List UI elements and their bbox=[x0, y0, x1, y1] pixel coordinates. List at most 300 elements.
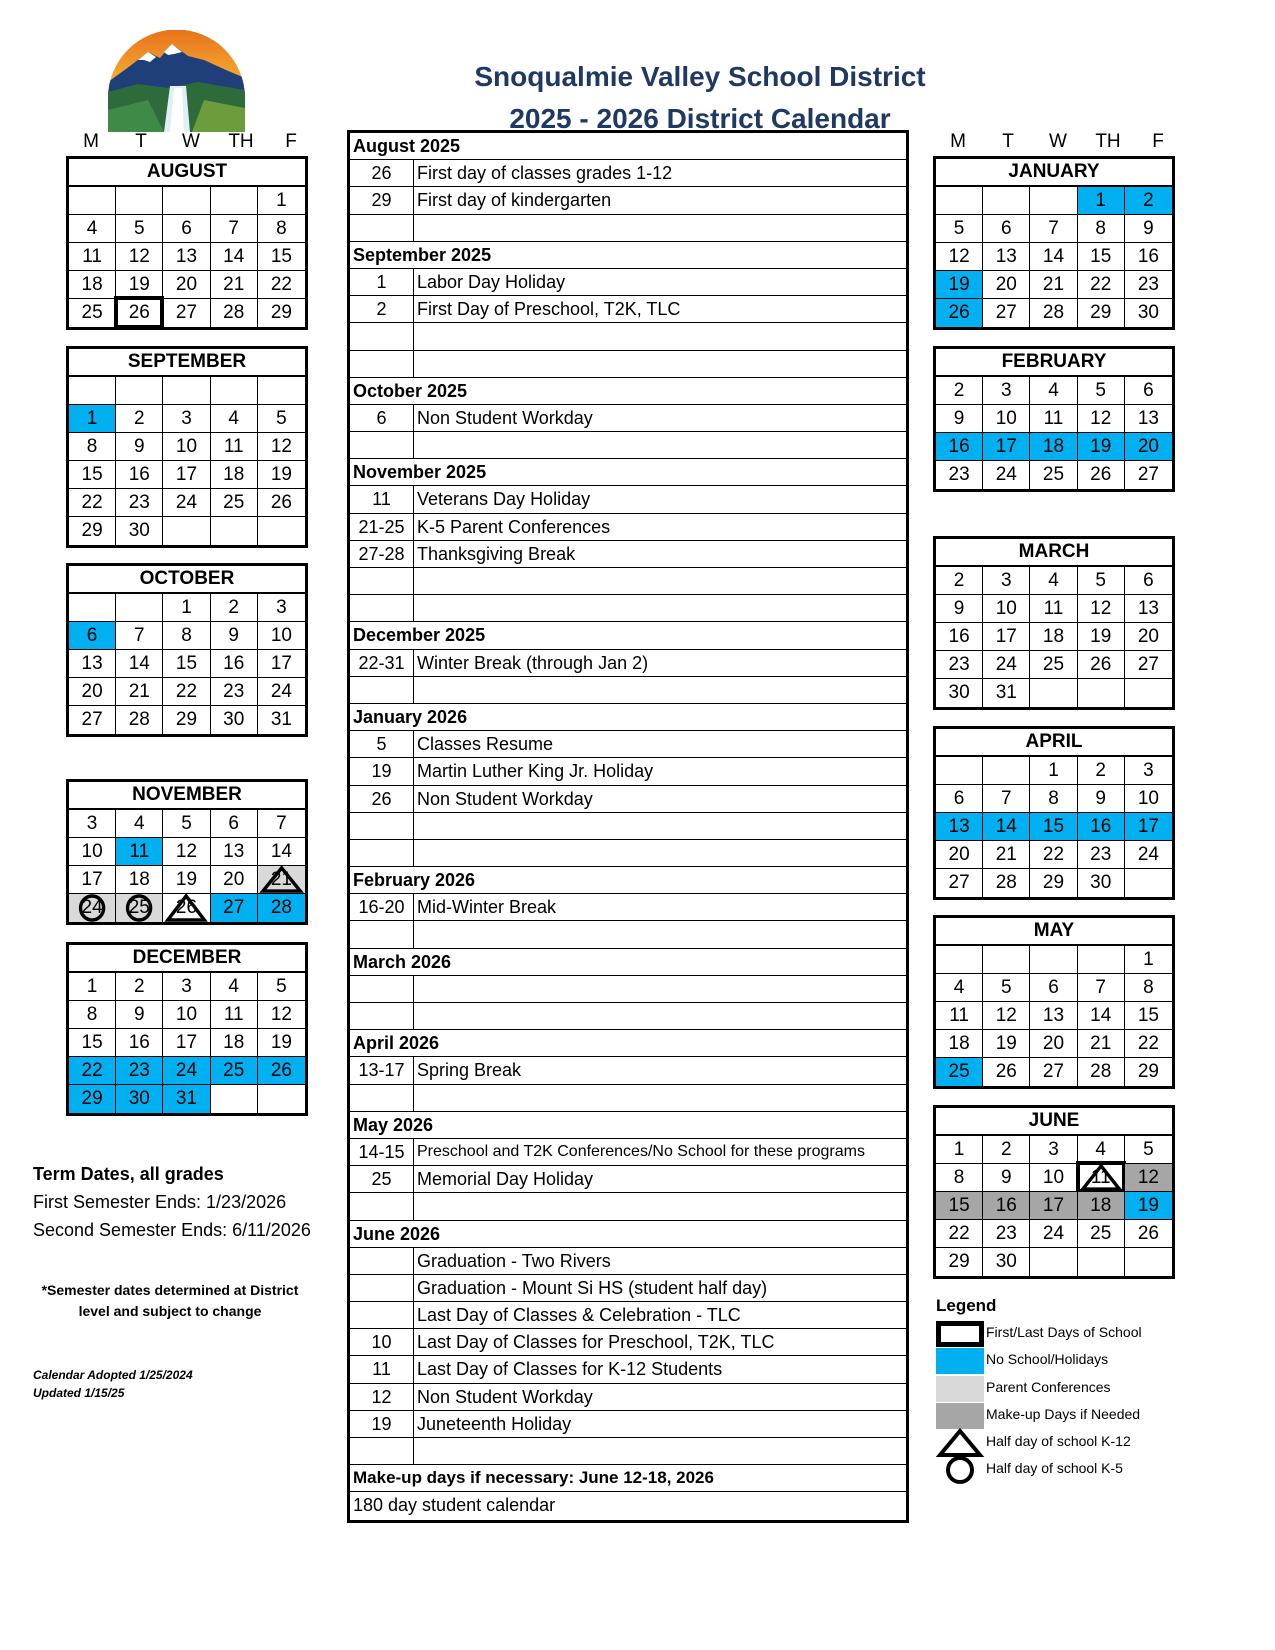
day-cell: 19 bbox=[936, 271, 983, 299]
day-cell: 24 bbox=[1125, 841, 1172, 869]
legend-item-first-last bbox=[936, 1320, 1236, 1347]
event-description bbox=[414, 840, 417, 866]
day-cell: 22 bbox=[1030, 841, 1077, 869]
event-row bbox=[350, 976, 906, 1003]
event-date: 11 bbox=[350, 1356, 414, 1382]
day-cell: 5 bbox=[983, 974, 1030, 1002]
event-description: Classes Resume bbox=[417, 734, 554, 755]
day-cell bbox=[1030, 679, 1077, 707]
day-cell: 14 bbox=[258, 838, 305, 866]
event-row bbox=[350, 1193, 906, 1220]
day-cell bbox=[983, 757, 1030, 785]
day-cell: 25 bbox=[1078, 1220, 1125, 1248]
day-cell: 17 bbox=[258, 650, 305, 678]
event-description: Veterans Day Holiday bbox=[417, 489, 591, 510]
month-name: MARCH bbox=[936, 539, 1172, 567]
event-date: 25 bbox=[350, 1166, 414, 1192]
weekday-label: W bbox=[1049, 131, 1067, 152]
day-cell: 23 bbox=[983, 1220, 1030, 1248]
day-cell: 9 bbox=[116, 433, 163, 461]
legend-item-no-school bbox=[936, 1347, 1236, 1374]
event-date: 27-28 bbox=[350, 541, 414, 567]
day-cell bbox=[936, 187, 983, 215]
month-november bbox=[66, 779, 308, 925]
day-cell: 5 bbox=[1125, 1136, 1172, 1164]
day-cell: 11 bbox=[1030, 405, 1077, 433]
day-cell: 6 bbox=[1125, 567, 1172, 595]
day-cell: 14 bbox=[1030, 243, 1077, 271]
event-description bbox=[414, 976, 417, 1002]
day-cell: 23 bbox=[1125, 271, 1172, 299]
day-cell: 16 bbox=[116, 1029, 163, 1057]
day-cell: 17 bbox=[983, 623, 1030, 651]
day-cell bbox=[1030, 946, 1077, 974]
month-february bbox=[933, 346, 1175, 492]
legend-title: Legend bbox=[936, 1296, 997, 1315]
day-cell: 17 bbox=[163, 461, 210, 489]
day-cell: 21 bbox=[1030, 271, 1077, 299]
day-cell: 23 bbox=[1078, 841, 1125, 869]
day-cell: 7 bbox=[116, 622, 163, 650]
day-cell: 8 bbox=[258, 215, 305, 243]
day-cell: 1 bbox=[1125, 946, 1172, 974]
day-cell: 28 bbox=[211, 299, 258, 327]
event-row bbox=[350, 677, 906, 704]
event-date bbox=[350, 813, 414, 839]
day-cell: 3 bbox=[983, 567, 1030, 595]
event-row bbox=[350, 269, 906, 296]
month-grid bbox=[69, 810, 305, 922]
day-cell: 3 bbox=[258, 594, 305, 622]
weekday-label: T bbox=[1002, 131, 1014, 152]
event-date bbox=[350, 921, 414, 947]
event-description: Non Student Workday bbox=[417, 1386, 593, 1407]
day-cell: 27 bbox=[983, 299, 1030, 327]
day-cell: 22 bbox=[258, 271, 305, 299]
day-cell bbox=[211, 187, 258, 215]
day-cell: 11 bbox=[116, 838, 163, 866]
day-cell: 28 bbox=[983, 869, 1030, 897]
month-grid bbox=[936, 1136, 1172, 1276]
month-august bbox=[66, 156, 308, 330]
day-cell bbox=[1125, 869, 1172, 897]
makeup-swatch bbox=[936, 1403, 984, 1429]
day-cell: 7 bbox=[983, 785, 1030, 813]
event-row bbox=[350, 595, 906, 622]
legend-item-conferences bbox=[936, 1375, 1236, 1402]
event-month-heading: Make-up days if necessary: June 12-18, 2026 bbox=[350, 1465, 906, 1492]
day-cell: 3 bbox=[1125, 757, 1172, 785]
day-cell: 24 bbox=[983, 461, 1030, 489]
day-cell: 12 bbox=[1078, 405, 1125, 433]
event-row bbox=[350, 894, 906, 921]
event-date: 16-20 bbox=[350, 894, 414, 920]
event-row bbox=[350, 323, 906, 350]
day-cell: 29 bbox=[69, 1085, 116, 1113]
legend-label: Half day of school K-5 bbox=[986, 1460, 1123, 1477]
day-cell: 2 bbox=[116, 973, 163, 1001]
event-date bbox=[350, 976, 414, 1002]
day-cell: 14 bbox=[116, 650, 163, 678]
event-date bbox=[350, 1085, 414, 1111]
month-grid bbox=[69, 594, 305, 734]
event-month-heading: August 2025 bbox=[350, 133, 906, 160]
day-cell bbox=[211, 377, 258, 405]
day-cell: 2 bbox=[1125, 187, 1172, 215]
day-cell: 12 bbox=[936, 243, 983, 271]
day-cell: 8 bbox=[69, 1001, 116, 1029]
day-cell: 1 bbox=[936, 1136, 983, 1164]
day-cell: 30 bbox=[211, 706, 258, 734]
title-calendar-year: 2025 - 2026 District Calendar bbox=[509, 103, 891, 134]
day-cell bbox=[1078, 1248, 1125, 1276]
day-cell: 6 bbox=[936, 785, 983, 813]
day-cell: 16 bbox=[1125, 243, 1172, 271]
day-cell: 28 bbox=[258, 894, 305, 922]
legend-item-half-k12 bbox=[936, 1429, 1236, 1456]
day-cell: 18 bbox=[211, 461, 258, 489]
day-cell: 18 bbox=[69, 271, 116, 299]
day-cell bbox=[936, 757, 983, 785]
day-cell: 10 bbox=[163, 1001, 210, 1029]
day-cell: 29 bbox=[1137, 1061, 1159, 1082]
day-cell: 26 bbox=[936, 299, 983, 327]
event-description bbox=[414, 813, 417, 839]
legend bbox=[936, 1296, 1236, 1484]
weekday-label: TH bbox=[228, 131, 254, 152]
event-row bbox=[350, 731, 906, 758]
day-cell: 22 bbox=[163, 678, 210, 706]
event-date bbox=[350, 432, 414, 458]
event-date: 22-31 bbox=[350, 650, 414, 676]
weekday-label: T bbox=[135, 131, 147, 152]
event-description bbox=[414, 595, 417, 621]
day-cell: 29 bbox=[270, 302, 292, 323]
day-cell: 29 bbox=[1078, 299, 1125, 327]
event-row bbox=[350, 1003, 906, 1030]
event-row bbox=[350, 1411, 906, 1438]
event-description bbox=[414, 1085, 417, 1111]
day-cell: 24 bbox=[163, 489, 210, 517]
month-june bbox=[933, 1105, 1175, 1279]
day-cell: 11 bbox=[1078, 1164, 1125, 1192]
day-cell: 30 bbox=[1137, 302, 1159, 323]
day-cell: 23 bbox=[936, 651, 983, 679]
day-cell: 26 bbox=[258, 1057, 305, 1085]
day-cell: 9 bbox=[1078, 785, 1125, 813]
event-row bbox=[350, 541, 906, 568]
first-semester-end: First Semester Ends: 1/23/2026 bbox=[33, 1192, 287, 1212]
day-cell: 12 bbox=[258, 433, 305, 461]
day-cell bbox=[163, 187, 210, 215]
day-cell: 2 bbox=[936, 377, 983, 405]
day-cell: 20 bbox=[936, 841, 983, 869]
day-cell bbox=[211, 1085, 258, 1113]
month-grid bbox=[69, 973, 305, 1113]
day-cell: 31 bbox=[163, 1085, 210, 1113]
day-cell: 25 bbox=[211, 489, 258, 517]
event-date: 29 bbox=[350, 187, 414, 213]
day-cell: 20 bbox=[211, 866, 258, 894]
day-cell bbox=[69, 594, 116, 622]
event-month-heading: February 2026 bbox=[350, 867, 906, 894]
day-cell: 1 bbox=[69, 405, 116, 433]
circle-icon bbox=[936, 1456, 984, 1484]
day-cell bbox=[116, 594, 163, 622]
day-cell: 16 bbox=[983, 1192, 1030, 1220]
event-date: 21-25 bbox=[350, 514, 414, 540]
day-cell: 26 bbox=[163, 894, 210, 922]
day-cell: 24 bbox=[258, 678, 305, 706]
event-description bbox=[414, 323, 417, 349]
day-cell: 22 bbox=[936, 1220, 983, 1248]
day-cell: 31 bbox=[983, 679, 1030, 707]
day-cell: 3 bbox=[163, 405, 210, 433]
day-cell: 25 bbox=[116, 894, 163, 922]
day-cell bbox=[1078, 679, 1125, 707]
month-april bbox=[933, 726, 1175, 900]
event-row bbox=[350, 514, 906, 541]
day-cell: 6 bbox=[163, 215, 210, 243]
day-cell: 10 bbox=[983, 595, 1030, 623]
legend-label: No School/Holidays bbox=[986, 1351, 1109, 1368]
second-semester-end: Second Semester Ends: 6/11/2026 bbox=[33, 1220, 311, 1240]
day-cell: 25 bbox=[1030, 651, 1077, 679]
day-cell: 26 bbox=[1078, 651, 1125, 679]
day-cell: 1 bbox=[1078, 187, 1125, 215]
event-date bbox=[350, 595, 414, 621]
event-row bbox=[350, 1329, 906, 1356]
event-row bbox=[350, 351, 906, 378]
month-name: JANUARY bbox=[936, 159, 1172, 187]
month-name: FEBRUARY bbox=[936, 349, 1172, 377]
weekday-label: W bbox=[182, 131, 200, 152]
day-cell: 18 bbox=[936, 1030, 983, 1058]
day-cell bbox=[211, 517, 258, 545]
event-row bbox=[350, 296, 906, 323]
day-cell: 1 bbox=[258, 187, 305, 215]
day-cell: 8 bbox=[1078, 215, 1125, 243]
day-cell: 14 bbox=[983, 813, 1030, 841]
half-day-k5-circle-icon bbox=[116, 894, 162, 922]
day-cell: 23 bbox=[211, 678, 258, 706]
weekday-label: F bbox=[285, 131, 297, 152]
month-grid bbox=[936, 757, 1172, 897]
day-cell: 24 bbox=[69, 894, 116, 922]
day-cell: 25 bbox=[211, 1057, 258, 1085]
day-cell: 24 bbox=[1030, 1220, 1077, 1248]
day-cell: 27 bbox=[1030, 1058, 1077, 1086]
event-row bbox=[350, 1356, 906, 1383]
event-description bbox=[414, 677, 417, 703]
month-name: NOVEMBER bbox=[69, 782, 305, 810]
month-grid bbox=[936, 377, 1172, 489]
event-month-heading: March 2026 bbox=[350, 949, 906, 976]
event-description bbox=[414, 1193, 417, 1219]
day-cell: 20 bbox=[163, 271, 210, 299]
day-cell: 18 bbox=[211, 1029, 258, 1057]
day-cell: 9 bbox=[211, 622, 258, 650]
day-cell bbox=[1125, 1248, 1172, 1276]
day-cell: 4 bbox=[1030, 377, 1077, 405]
day-cell: 15 bbox=[69, 461, 116, 489]
event-month-heading: December 2025 bbox=[350, 622, 906, 649]
day-cell: 9 bbox=[936, 405, 983, 433]
month-grid bbox=[936, 567, 1172, 707]
event-date bbox=[350, 840, 414, 866]
day-cell: 21 bbox=[258, 866, 305, 894]
day-cell: 12 bbox=[163, 838, 210, 866]
day-cell: 29 bbox=[69, 517, 116, 545]
day-cell: 19 bbox=[258, 1029, 305, 1057]
event-date: 1 bbox=[350, 269, 414, 295]
day-cell: 6 bbox=[69, 622, 116, 650]
day-cell: 1 bbox=[163, 594, 210, 622]
first-last-swatch bbox=[936, 1321, 984, 1347]
legend-label: Make-up Days if Needed bbox=[986, 1405, 1141, 1422]
day-cell: 4 bbox=[69, 215, 116, 243]
month-grid bbox=[936, 946, 1172, 1086]
day-cell: 10 bbox=[258, 622, 305, 650]
weekday-label: M bbox=[950, 131, 966, 152]
day-cell bbox=[116, 377, 163, 405]
day-cell bbox=[1030, 187, 1077, 215]
day-cell: 22 bbox=[69, 489, 116, 517]
legend-item-half-k5 bbox=[936, 1456, 1236, 1483]
day-cell: 13 bbox=[1030, 1002, 1077, 1030]
day-cell: 13 bbox=[163, 243, 210, 271]
day-cell: 22 bbox=[1078, 271, 1125, 299]
legend-label: First/Last Days of School bbox=[986, 1324, 1142, 1340]
day-cell: 27 bbox=[936, 869, 983, 897]
day-cell: 19 bbox=[116, 271, 163, 299]
event-description: Spring Break bbox=[417, 1060, 522, 1081]
term-dates bbox=[33, 1160, 311, 1244]
adopted-date: Calendar Adopted 1/25/2024 bbox=[33, 1368, 193, 1382]
half-day-k12-triangle-icon bbox=[163, 894, 209, 922]
half-day-k5-circle-icon bbox=[69, 894, 115, 922]
day-cell: 10 bbox=[983, 405, 1030, 433]
day-cell: 21 bbox=[211, 271, 258, 299]
day-cell: 30 bbox=[116, 1085, 163, 1113]
event-description: Preschool and T2K Conferences/No School for these programs bbox=[417, 1142, 865, 1160]
day-cell: 4 bbox=[116, 810, 163, 838]
day-cell: 21 bbox=[1078, 1030, 1125, 1058]
day-cell: 18 bbox=[1078, 1192, 1125, 1220]
day-cell: 26 bbox=[1078, 461, 1125, 489]
event-month-heading: May 2026 bbox=[350, 1112, 906, 1139]
event-row bbox=[350, 405, 906, 432]
event-date bbox=[350, 323, 414, 349]
month-name: JUNE bbox=[936, 1108, 1172, 1136]
month-october bbox=[66, 563, 308, 737]
triangle-icon bbox=[936, 1429, 984, 1457]
day-cell: 7 bbox=[1030, 215, 1077, 243]
day-cell: 24 bbox=[983, 651, 1030, 679]
event-description: Juneteenth Holiday bbox=[417, 1413, 572, 1434]
day-cell: 2 bbox=[983, 1136, 1030, 1164]
day-cell: 3 bbox=[69, 810, 116, 838]
event-description bbox=[414, 568, 417, 594]
event-date: 19 bbox=[350, 758, 414, 784]
day-cell: 10 bbox=[69, 838, 116, 866]
month-grid bbox=[936, 187, 1172, 327]
day-cell: 11 bbox=[936, 1002, 983, 1030]
event-description: Graduation - Two Rivers bbox=[417, 1250, 611, 1271]
day-cell bbox=[116, 187, 163, 215]
day-cell: 10 bbox=[1125, 785, 1172, 813]
day-cell bbox=[258, 1085, 305, 1113]
day-cell bbox=[258, 517, 305, 545]
day-cell: 18 bbox=[116, 866, 163, 894]
day-cell bbox=[936, 946, 983, 974]
day-cell: 26 bbox=[1125, 1220, 1172, 1248]
event-row bbox=[350, 1275, 906, 1302]
event-date: 26 bbox=[350, 160, 414, 186]
event-row bbox=[350, 1384, 906, 1411]
day-cell: 5 bbox=[1078, 377, 1125, 405]
day-cell: 19 bbox=[1078, 623, 1125, 651]
day-cell: 20 bbox=[1030, 1030, 1077, 1058]
weekday-label: TH bbox=[1095, 131, 1121, 152]
month-march bbox=[933, 536, 1175, 710]
weekday-header-left bbox=[66, 131, 316, 153]
day-cell: 17 bbox=[163, 1029, 210, 1057]
day-cell: 12 bbox=[983, 1002, 1030, 1030]
day-cell: 19 bbox=[163, 866, 210, 894]
event-date: 13-17 bbox=[350, 1057, 414, 1083]
event-date bbox=[350, 215, 414, 241]
weekday-label: F bbox=[1152, 131, 1164, 152]
half-day-k12-triangle-icon bbox=[258, 866, 305, 893]
event-description: First day of classes grades 1-12 bbox=[417, 163, 673, 184]
event-date bbox=[350, 568, 414, 594]
event-date bbox=[350, 1248, 414, 1274]
event-month-heading: November 2025 bbox=[350, 459, 906, 486]
day-cell: 23 bbox=[116, 1057, 163, 1085]
event-row bbox=[350, 840, 906, 867]
event-row bbox=[350, 1166, 906, 1193]
day-cell: 27 bbox=[69, 706, 116, 734]
event-date: 19 bbox=[350, 1411, 414, 1437]
month-december bbox=[66, 942, 308, 1116]
day-cell: 4 bbox=[1030, 567, 1077, 595]
event-row bbox=[350, 1139, 906, 1166]
day-cell: 8 bbox=[936, 1164, 983, 1192]
day-cell: 3 bbox=[983, 377, 1030, 405]
day-cell: 19 bbox=[1078, 433, 1125, 461]
day-cell: 20 bbox=[69, 678, 116, 706]
day-cell: 4 bbox=[1078, 1136, 1125, 1164]
event-row bbox=[350, 432, 906, 459]
event-row bbox=[350, 568, 906, 595]
day-cell: 9 bbox=[1125, 215, 1172, 243]
day-cell: 19 bbox=[1125, 1192, 1172, 1220]
legend-label: Parent Conferences bbox=[986, 1378, 1111, 1395]
day-cell: 12 bbox=[116, 243, 163, 271]
day-cell: 5 bbox=[163, 810, 210, 838]
event-description: Non Student Workday bbox=[417, 407, 593, 428]
day-cell: 20 bbox=[1125, 433, 1172, 461]
month-name: MAY bbox=[936, 918, 1172, 946]
day-cell: 7 bbox=[211, 215, 258, 243]
legend-item-makeup bbox=[936, 1402, 1236, 1429]
day-cell: 15 bbox=[936, 1192, 983, 1220]
day-cell: 5 bbox=[258, 973, 305, 1001]
day-cell: 4 bbox=[211, 973, 258, 1001]
event-row bbox=[350, 1248, 906, 1275]
day-cell: 16 bbox=[936, 623, 983, 651]
